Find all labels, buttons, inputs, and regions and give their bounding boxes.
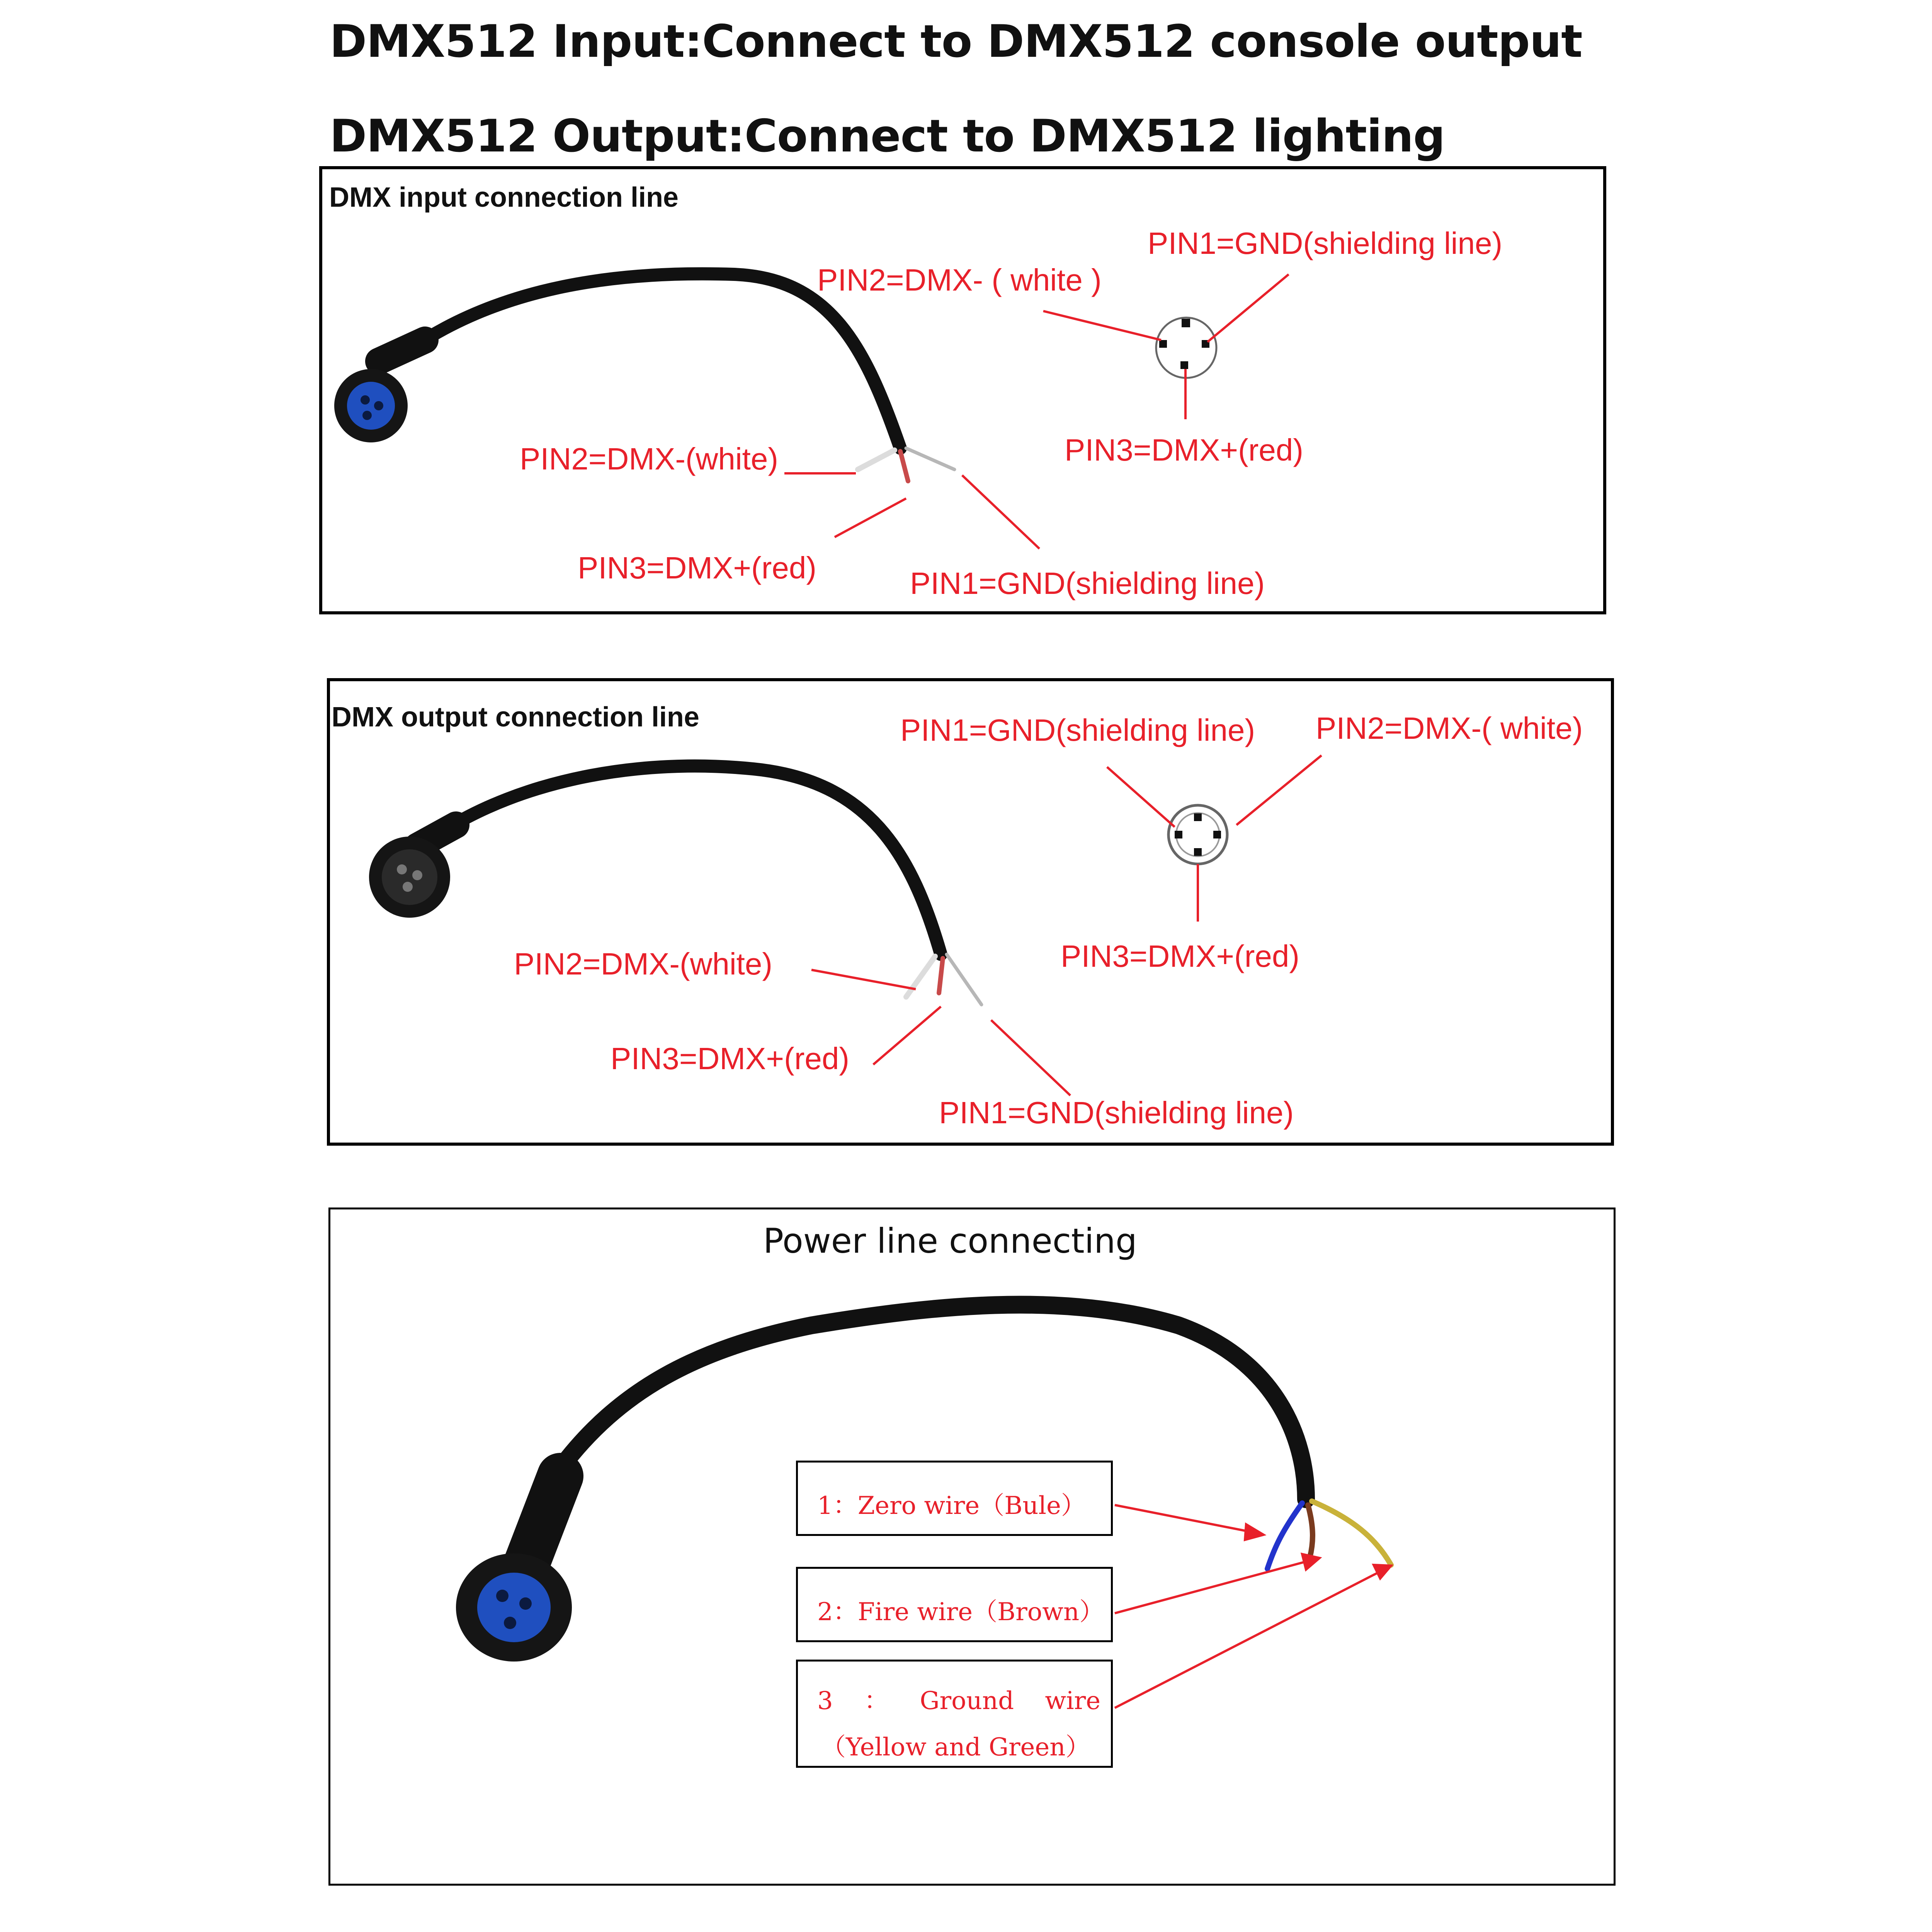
input-panel-title: DMX input connection line (329, 182, 679, 213)
output-cable-pin1-label: PIN1=GND(shielding line) (939, 1095, 1294, 1130)
output-cable-pin3-label: PIN3=DMX+(red) (611, 1041, 849, 1076)
output-pinout-diagram (1168, 805, 1227, 864)
output-pinout-pin1-label: PIN1=GND(shielding line) (900, 713, 1255, 747)
heading-output: DMX512 Output:Connect to DMX512 lighting (330, 110, 1445, 162)
input-leader-lines (784, 274, 1289, 549)
output-connector (369, 837, 450, 918)
output-pinout-pin3-label: PIN3=DMX+(red) (1061, 939, 1299, 973)
power-panel-title: Power line connecting (763, 1221, 1137, 1261)
output-cable-pin2-label: PIN2=DMX-(white) (514, 947, 773, 981)
callout-fire-wire-text: 2：Fire wire（Brown） (817, 1598, 1104, 1626)
output-pinout-pin2-label: PIN2=DMX-( white) (1316, 711, 1583, 745)
input-connector (334, 369, 408, 442)
callout-ground-wire-line2: （Yellow and Green） (821, 1733, 1090, 1762)
input-pinout-pin2-label: PIN2=DMX- ( white ) (817, 263, 1102, 297)
callout-zero-wire-text: 1：Zero wire（Bule） (817, 1492, 1086, 1520)
input-cable-pin1-label: PIN1=GND(shielding line) (910, 566, 1265, 600)
input-pinout-pin1-label: PIN1=GND(shielding line) (1148, 226, 1503, 260)
input-cable-pin3-label: PIN3=DMX+(red) (578, 551, 816, 585)
input-cable-pin2-label: PIN2=DMX-(white) (520, 442, 779, 476)
callout-zero-wire (796, 1461, 1113, 1536)
power-connector (456, 1553, 572, 1662)
heading-input: DMX512 Input:Connect to DMX512 console output (330, 15, 1582, 68)
callout-ground-wire-line1: 3 ： Ground wire (817, 1687, 1101, 1715)
output-panel-title: DMX output connection line (332, 702, 699, 733)
callout-fire-wire (796, 1567, 1113, 1642)
input-pinout-pin3-label: PIN3=DMX+(red) (1065, 433, 1303, 467)
input-pinout-diagram (1156, 318, 1216, 378)
power-arrows (1115, 1505, 1391, 1708)
callout-ground-wire (796, 1660, 1113, 1768)
output-leader-lines (811, 755, 1321, 1095)
